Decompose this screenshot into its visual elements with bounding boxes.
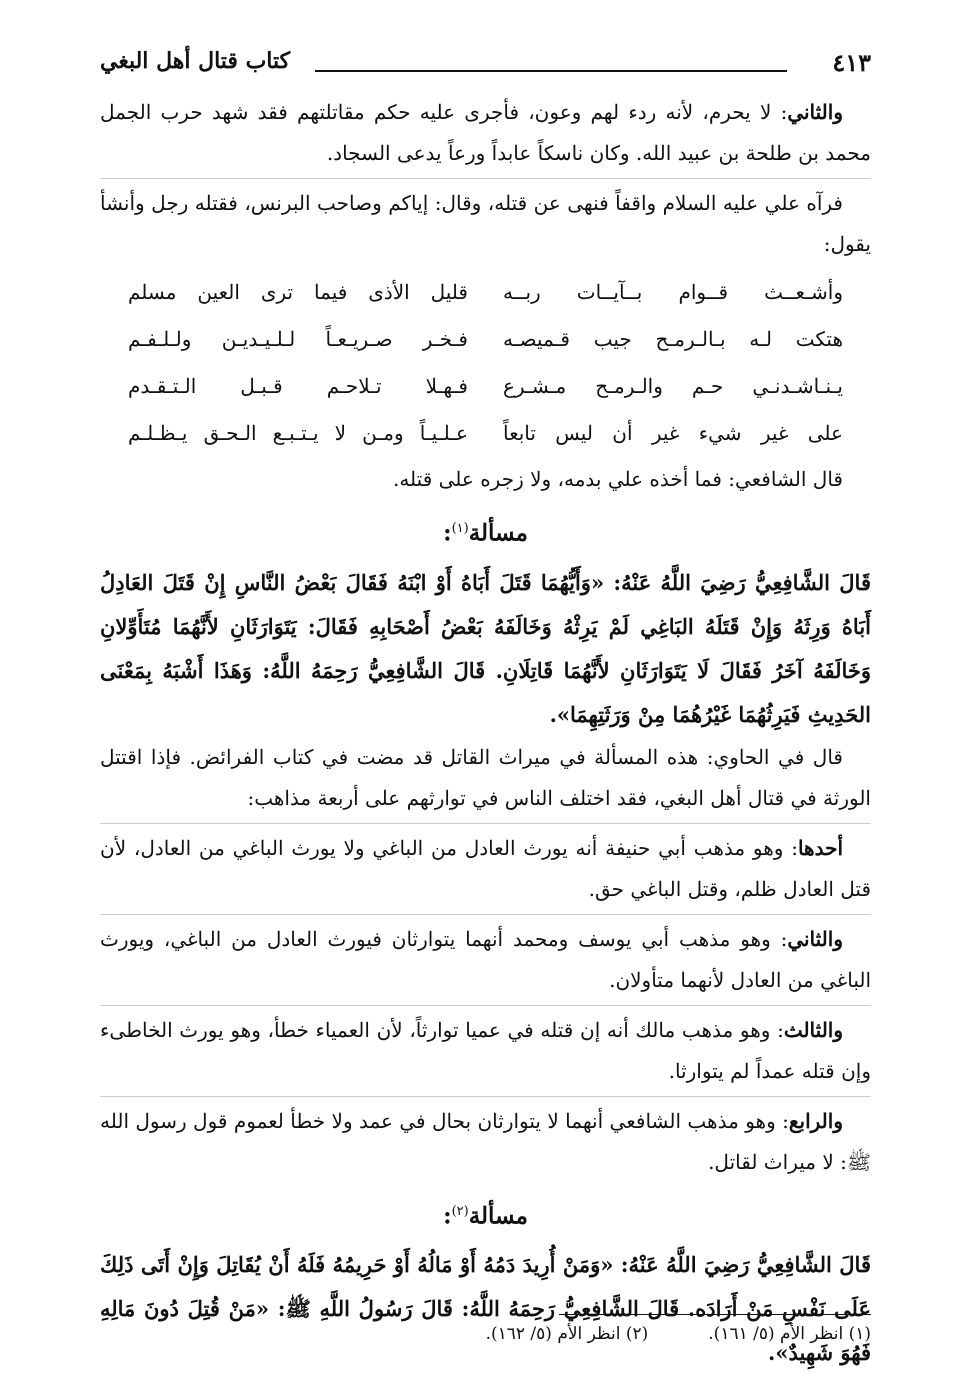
footnote-1: (١) انظر الأم (٥/ ١٦١). (708, 1324, 871, 1344)
paragraph-hawi: قال في الحاوي: هذه المسألة في ميراث القاتل قد مضت في كتاب الفرائض. فإذا اقتتل الورثة في قتال أهل البغي، فقد اختلف الناس في توارثهم على أربعة مذاهب: (100, 744, 871, 810)
paragraph-separator (100, 914, 871, 915)
madhhab-lead: والثالث (783, 1017, 843, 1042)
poem-verse (100, 269, 871, 316)
paragraph-text: : لا يحرم، لأنه ردء لهم وعون، فأجرى عليه حكم مقاتلتهم فقد شهد حرب الجمل محمد بن طلحة بن عبيد الله. وكان ناسكاً عابداً ورعاً يدعى السجاد. (100, 100, 871, 165)
verse-second-hemistich: فـهـلا تـلاحـم قـبـل الـتـقـدم (128, 374, 468, 398)
paragraph-shafii-remark: قال الشافعي: فما أخذه علي بدمه، ولا زجره على قتله. (392, 467, 843, 491)
madhhab-lead: والرابع (788, 1108, 843, 1133)
verse-first-hemistich: وأشـعــث قــوام بــآيــات ربــه (503, 280, 843, 304)
madhhab-lead: والثاني (787, 926, 843, 951)
matn-quote-2: قَالَ الشَّافِعِيُّ رَضِيَ اللَّهُ عَنْهُ: «وَمَنْ أُرِيدَ دَمُهُ أَوْ مَالُهُ أَوْ حَرِيمُهُ فَلَهُ أَنْ يُقَاتِلَ وَإِنْ أَتَى ذَلِكَ عَلَى نَفْسِ مَنْ أَرَادَه. قَالَ الشَّافِعِيُّ رَحِمَهُ اللَّهُ: قَالَ رَسُولُ اللَّهِ ﷺ: «مَنْ قُتِلَ دُونَ مَالِهِ فَهُوَ شَهِيدٌ». (100, 1252, 871, 1366)
footnote-2: (٢) انظر الأم (٥/ ١٦٢). (485, 1324, 649, 1344)
poem (100, 269, 871, 457)
verse-first-hemistich: على غير شيء غير أن ليس تابعاً (503, 421, 843, 445)
masala-heading-2 (100, 1187, 871, 1242)
footnotes (100, 1324, 871, 1354)
masala-title: مسألة (468, 519, 528, 547)
masala-colon: : (443, 519, 452, 547)
book-title: كتاب قتال أهل البغي (100, 48, 291, 74)
paragraph-separator (100, 823, 871, 824)
madhhab-text: : وهو مذهب أبي حنيفة أنه يورث العادل من الباغي ولا يورث الباغي من العادل، لأن قتل العادل ظلم، وقتل الباغي حق. (100, 835, 871, 901)
verse-second-hemistich: قليل الأذى فيما ترى العين مسلم (128, 280, 468, 304)
madhhab-text: : وهو مذهب الشافعي أنهما لا يتوارثان بحال في عمد ولا خطأ لعموم قول رسول الله ﷺ: لا ميراث لقاتل. (100, 1108, 871, 1174)
masala-heading-1 (100, 504, 871, 559)
masala-title: مسألة (468, 1202, 528, 1230)
madhhab-text: : وهو مذهب أبي يوسف ومحمد أنهما يتوارثان فيورث العادل من الباغي، ويورث الباغي من العادل لأنهما متأولان. (100, 926, 871, 992)
verse-first-hemistich: هتكت لـه بـالـرمـح جيب قـميصـه (503, 327, 843, 351)
running-header (100, 44, 871, 84)
footnote-ref: (٢) (451, 1203, 469, 1219)
madhhab-item (100, 1101, 871, 1183)
madhhab-text: : وهو مذهب مالك أنه إن قتله في عميا توارثاً، لأن العمياء خطأ، وهو يورث الخاطىء وإن قتله عمداً لم يتوارثا. (100, 1017, 871, 1083)
madhhab-item (100, 1010, 871, 1092)
verse-second-hemistich: عـلـيـاً ومـن لا يـتـبـع الـحـق يـظـلـم (128, 421, 468, 445)
masala-colon: : (443, 1202, 452, 1230)
paragraph-separator (100, 1005, 871, 1006)
footnote-rule (559, 1314, 871, 1315)
matn-quote-1: قَالَ الشَّافِعِيُّ رَضِيَ اللَّهُ عَنْهُ: «وَأَيُّهُمَا قَتَلَ أَبَاهُ أَوْ ابْنَهُ فَقَالَ بَعْضُ النَّاسِ إِنْ قَتَلَ العَادِلُ أَبَاهُ وَرِثَهُ وَإِنْ قَتَلَهُ البَاغِي لَمْ يَرِثْهُ وَخَالَفَهُ بَعْضُ أَصْحَابِهِ فَقَالَ: يَتَوَارَثَانِ لأَنَّهُمَا مُتَأَوِّلانِ وَخَالَفَهُ آخَرُ فَقَالَ لَا يَتَوَارَثَانِ لأَنَّهُمَا قَاتِلَانِ. قَالَ الشَّافِعِيُّ رَحِمَهُ اللَّهُ: وَهَذَا أَشْبَهُ بِمَعْنَى الحَدِيثِ فَيَرِثُهُمَا غَيْرُهُمَا مِنْ وَرَثَتِهِمَا». (100, 569, 871, 727)
madhhab-item (100, 919, 871, 1001)
header-rule (315, 70, 787, 72)
paragraph-second-view (100, 92, 871, 174)
poem-verse (100, 363, 871, 410)
footnote-ref: (١) (451, 521, 469, 536)
poem-verse (100, 316, 871, 363)
paragraph-separator (100, 178, 871, 179)
page-body (100, 92, 871, 1375)
paragraph-ali-story: فرآه علي عليه السلام واقفاً فنهى عن قتله، وقال: إياكم وصاحب البرنس، فقتله رجل وأنشأ يقول: (100, 191, 871, 256)
verse-first-hemistich: يـنـاشـدنـي حـم والـرمـح مـشـرع (503, 374, 843, 398)
madhhab-lead: أحدها (797, 835, 843, 860)
paragraph-separator (100, 1096, 871, 1097)
page-number: ٤١٣ (832, 48, 871, 77)
paragraph-lead: والثاني (787, 100, 843, 124)
madhhab-item (100, 828, 871, 910)
verse-second-hemistich: فـخـر صـريـعـاً لـلـيـديـن ولـلـفـم (128, 327, 468, 351)
poem-verse (100, 410, 871, 457)
